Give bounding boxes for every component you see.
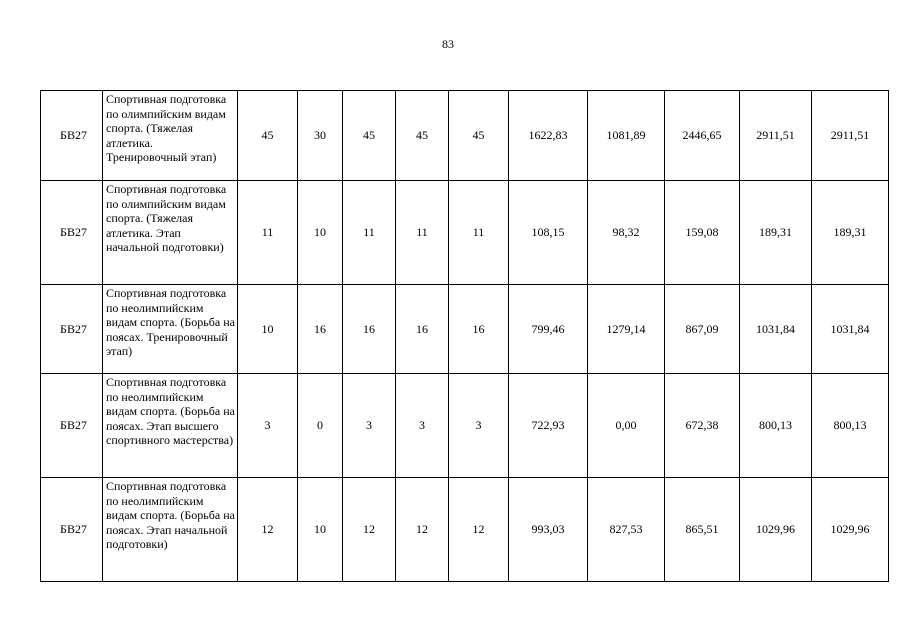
value-cell: 722,93	[509, 374, 588, 478]
value-cell: 3	[449, 374, 509, 478]
value-cell: 672,38	[665, 374, 740, 478]
value-cell: 0	[298, 374, 343, 478]
value-cell: 16	[396, 285, 449, 374]
value-cell: 993,03	[509, 478, 588, 582]
row-description: Спортивная подготовка по олимпийским видам спорта. (Тяжелая атлетика. Тренировочный этап)	[103, 91, 238, 181]
value-cell: 12	[449, 478, 509, 582]
value-cell: 10	[238, 285, 298, 374]
value-cell: 11	[238, 181, 298, 285]
value-cell: 98,32	[588, 181, 665, 285]
value-cell: 0,00	[588, 374, 665, 478]
value-cell: 800,13	[740, 374, 812, 478]
row-description: Спортивная подготовка по неолимпийским видам спорта. (Борьба на поясах. Тренировочный этап)	[103, 285, 238, 374]
value-cell: 11	[343, 181, 396, 285]
budget-table	[40, 90, 889, 582]
value-cell: 3	[396, 374, 449, 478]
value-cell: 11	[396, 181, 449, 285]
value-cell: 2911,51	[812, 91, 889, 181]
table-row	[41, 285, 889, 374]
value-cell: 16	[449, 285, 509, 374]
value-cell: 108,15	[509, 181, 588, 285]
row-code: БВ27	[41, 285, 103, 374]
table-row	[41, 374, 889, 478]
value-cell: 189,31	[740, 181, 812, 285]
value-cell: 1029,96	[740, 478, 812, 582]
value-cell: 3	[343, 374, 396, 478]
value-cell: 189,31	[812, 181, 889, 285]
value-cell: 30	[298, 91, 343, 181]
value-cell: 16	[298, 285, 343, 374]
value-cell: 1031,84	[740, 285, 812, 374]
row-description: Спортивная подготовка по неолимпийским видам спорта. (Борьба на поясах. Этап начальной подготовки)	[103, 478, 238, 582]
row-code: БВ27	[41, 91, 103, 181]
table-row	[41, 478, 889, 582]
row-code: БВ27	[41, 478, 103, 582]
value-cell: 2911,51	[740, 91, 812, 181]
value-cell: 12	[396, 478, 449, 582]
value-cell: 1031,84	[812, 285, 889, 374]
row-code: БВ27	[41, 181, 103, 285]
value-cell: 45	[238, 91, 298, 181]
table-row	[41, 91, 889, 181]
value-cell: 45	[396, 91, 449, 181]
value-cell: 800,13	[812, 374, 889, 478]
value-cell: 1081,89	[588, 91, 665, 181]
value-cell: 16	[343, 285, 396, 374]
value-cell: 867,09	[665, 285, 740, 374]
value-cell: 799,46	[509, 285, 588, 374]
row-description: Спортивная подготовка по неолимпийским видам спорта. (Борьба на поясах. Этап высшего спортивного мастерства)	[103, 374, 238, 478]
value-cell: 10	[298, 181, 343, 285]
value-cell: 159,08	[665, 181, 740, 285]
value-cell: 12	[238, 478, 298, 582]
value-cell: 2446,65	[665, 91, 740, 181]
value-cell: 45	[449, 91, 509, 181]
value-cell: 1029,96	[812, 478, 889, 582]
row-description: Спортивная подготовка по олимпийским видам спорта. (Тяжелая атлетика. Этап начальной подготовки)	[103, 181, 238, 285]
value-cell: 865,51	[665, 478, 740, 582]
value-cell: 3	[238, 374, 298, 478]
value-cell: 1279,14	[588, 285, 665, 374]
value-cell: 11	[449, 181, 509, 285]
row-code: БВ27	[41, 374, 103, 478]
value-cell: 45	[343, 91, 396, 181]
page-number: 83	[442, 37, 454, 51]
value-cell: 1622,83	[509, 91, 588, 181]
value-cell: 827,53	[588, 478, 665, 582]
value-cell: 10	[298, 478, 343, 582]
table-row	[41, 181, 889, 285]
value-cell: 12	[343, 478, 396, 582]
